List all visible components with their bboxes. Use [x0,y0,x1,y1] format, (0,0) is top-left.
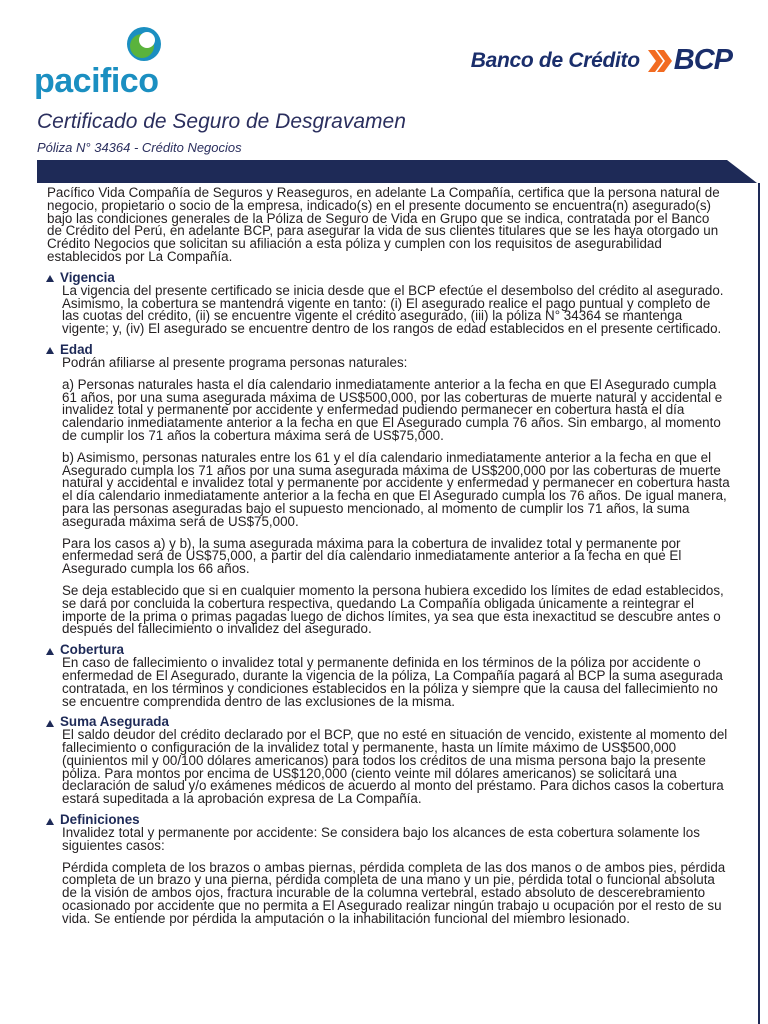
section-title: Vigencia [60,269,115,285]
section-edad [37,342,730,637]
section-paragraph: Podrán afiliarse al presente programa personas naturales: [62,354,408,370]
section-paragraph: Se deja establecido que si en cualquier momento la persona hubiera excedido los límites de edad establecidos, se dará por concluida la cobertura respectiva, quedando La Compañía obligada únicamente a reintegrar el importe de la prima o primas pagadas luego de dichos límites, ya sea que esta inexactitud se descubre antes o después del fallecimiento o invalidez del asegurado. [62,582,724,637]
pacifico-drop-icon [118,24,164,64]
pacifico-wordmark: pacifico [34,62,159,100]
section-paragraph: Para los casos a) y b), la suma asegurada máxima para la cobertura de invalidez total y permanente por enfermedad será de US$75,000, a partir del día calendario inmediatamente anterior a la fecha en que El Asegurado cumpla los 66 años. [62,535,682,577]
bank-code: BCP [673,44,732,76]
intro-paragraph: Pacífico Vida Compañía de Seguros y Reaseguros, en adelante La Compañía, certifica que la persona natural de negocio, propietario o socio de la empresa, indicado(s) en el presente documento se encuentra(n) asegurado(s) bajo las condiciones generales de la Póliza de Seguro de Vida en Grupo que se indica, contratada por el Banco de Crédito del Perú, en adelante BCP, para asegurar la vida de sus clientes titulares que se les haya otorgado un Crédito Negocios que solicitan su afiliación a esta póliza y cumplen con los requisitos de asegurabilidad establecidos por La Compañía. [47,185,720,264]
section-title: Cobertura [60,642,124,658]
document-header [0,0,768,160]
section-paragraph: La vigencia del presente certificado se inicia desde que el BCP efectúe el desembolso del crédito al asegurado. Asimismo, la cobertura se mantendrá vigente en tanto: (i) El asegurado realice el pago puntual y completo de las cuotas del crédito, (ii) se encuentre vigente el crédito asegurado, (iii) la póliza N° 34364 se mantenga vigente; y, (iv) El asegurado se encuentre dentro de los rangos de edad establecidos en el presente certificado. [62,282,724,337]
pacifico-logo [34,24,164,104]
triangle-bullet-icon [46,818,54,825]
right-border-rule [758,183,760,1024]
header-band [37,160,757,183]
section-definiciones [37,814,727,926]
section-paragraph: a) Personas naturales hasta el día calendario inmediatamente anterior a la fecha en que El Asegurado cumpla 61 años, por una suma asegurada máxima de US$500,000, por las coberturas de muerte natural y accidental e invalidez total y permanente por accidente y enfermedad pudiendo permanecer en cobertura hasta el día calendario inmediatamente anterior a la fecha en que El Asegurado cumpla 76 años. Sin embargo, al momento de cumplir los 71 años la cobertura máxima será de US$75,000. [62,376,723,443]
section-body [62,282,730,337]
page-title: Certificado de Seguro de Desgravamen [37,110,406,133]
section-vigencia [37,269,727,337]
section-body [62,729,730,806]
section-body [62,354,730,637]
section-paragraph: El saldo deudor del crédito declarado por el BCP, que no esté en situación de vencido, existente al momento del fallecimiento o configuración de la invalidez total y permanente, hasta un límite máximo de US$500,000 (quinientos mil y 00/100 dólares americanos) para todos los créditos de una misma persona bajo la presente póliza. Para montos por encima de US$120,000 (ciento veinte mil dólares americanos) se solicitará una declaración de salud y/o exámenes médicos de acuerdo al monto del préstamo. Para dichos casos la cobertura estará supeditada a la aprobación expresa de La Compañía. [62,727,728,807]
section-paragraph: En caso de fallecimiento o invalidez total y permanente definida en los términos de la póliza por accidente o enfermedad de El Asegurado, durante la vigencia de la póliza, La Compañía pagará al BCP la suma asegurada contratada, en los términos y condiciones establecidos en la póliza y siempre que la causa del fallecimiento no se encuentre comprendida dentro de las exclusiones de la misma. [62,655,723,709]
section-title: Definiciones [60,812,140,828]
section-cobertura [37,644,727,708]
certificate-body [37,185,730,926]
triangle-bullet-icon [46,648,54,655]
section-title: Edad [60,342,93,358]
section-paragraph: b) Asimismo, personas naturales entre los 61 y el día calendario inmediatamente anterior a la fecha en que el Asegurado cumpla los 71 años por una suma asegurada máxima de US$200,000 por las coberturas de muerte natural y accidental e invalidez total y permanente por accidente y enfermedad y permanecer en cobertura hasta el día calendario inmediatamente anterior a la fecha en que El Asegurado cumpla los 76 años. De igual manera, para las personas aseguradas bajo el supuesto mencionado, al momento de cumplir los 71 años, la suma asegurada máxima será de US$75,000. [62,449,730,529]
triangle-bullet-icon [46,720,54,727]
bcp-chevron-icon [648,48,672,74]
section-paragraph: Pérdida completa de los brazos o ambas piernas, pérdida completa de las dos manos o de ambos pies, pérdida completa de un brazo y una pierna, pérdida completa de una mano y un pie, pérdida total o funcional absoluta de la visión de ambos ojos, fractura incurable de la columna vertebral, estado absoluto de descerebramiento ocasionado por accidente que no permita a El Asegurado realizar ningún trabajo u ocupación por el resto de su vida. Se entiende por pérdida la amputación o la inhabilitación funcional del miembro lesionado. [62,859,726,926]
triangle-bullet-icon [46,275,54,282]
section-title: Suma Asegurada [60,714,169,730]
bank-name: Banco de Crédito [470,48,640,72]
section-body [62,657,730,708]
bcp-logo [471,44,732,77]
section-paragraph: Invalidez total y permanente por accidente: Se considera bajo los alcances de esta cobertura solamente los siguientes casos: [62,825,700,853]
section-suma-asegurada [37,716,727,806]
triangle-bullet-icon [46,347,54,354]
policy-subtitle: Póliza N° 34364 - Crédito Negocios [37,140,242,155]
section-body [62,827,730,926]
